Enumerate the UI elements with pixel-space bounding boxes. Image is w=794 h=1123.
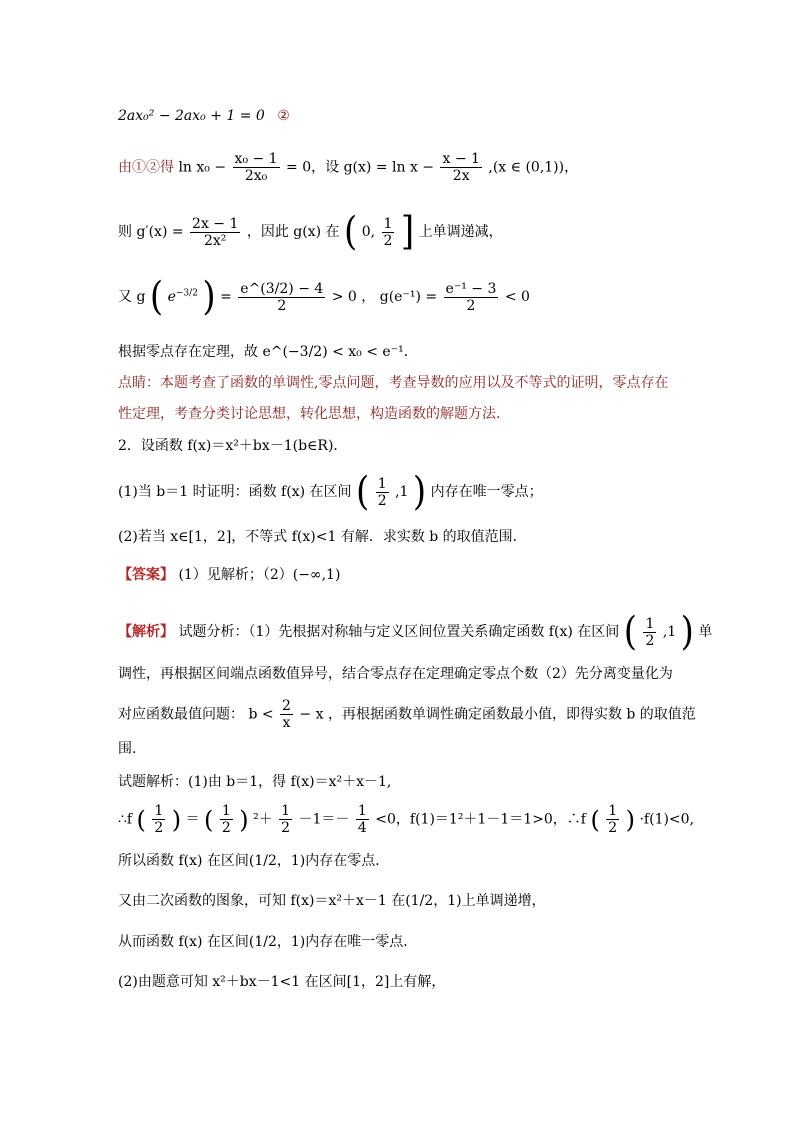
math-text: <0，f(1)＝1²＋1－1＝1>0，∴f <box>375 811 586 828</box>
line-prefix: 由①②得 <box>118 159 174 176</box>
math-text: ²＋ <box>253 811 273 828</box>
line-prefix: ∴f <box>118 811 133 828</box>
answer-tag: 【答案】 <box>118 567 174 583</box>
base-e: e <box>167 289 176 305</box>
denominator: 2 <box>466 297 476 314</box>
line-prefix: 又 g <box>118 289 146 305</box>
left-paren: ( <box>355 469 370 515</box>
problem-2-statement: 2．设函数 f(x)＝x²＋bx－1(b∈R)． <box>118 438 348 454</box>
line-prefix: (1)当 b＝1 时证明：函数 f(x) 在区间 <box>118 484 352 500</box>
answer-line <box>118 565 340 585</box>
right-bracket: ] <box>400 209 415 255</box>
numerator: 2 <box>282 698 291 714</box>
numerator: x − 1 <box>442 151 480 167</box>
fraction <box>238 281 325 314</box>
fraction <box>280 698 293 731</box>
fraction-half: $\frac{1}{2}$ <box>608 803 618 836</box>
derivation-line-g-definition <box>118 151 578 184</box>
key-point-line-2: 性定理，考查分类讨论思想，转化思想，构造函数的解题方法. <box>118 406 501 422</box>
analysis-line-3 <box>118 698 696 731</box>
denominator: 2x₀ <box>244 168 268 184</box>
line-suffix: < 0 <box>504 289 530 305</box>
denominator: 2 <box>383 232 393 249</box>
denominator: x <box>282 715 291 731</box>
analysis-tag: 【解析】 <box>118 624 174 640</box>
right-paren: ) <box>202 274 216 320</box>
fraction-quarter: $\frac{1}{4}$ <box>357 803 367 836</box>
analysis-line-1 <box>118 609 713 655</box>
math-text: ,(x ∈ (0,1))， <box>488 159 579 176</box>
right-paren: ) <box>412 469 427 515</box>
numerator: 2x − 1 <box>192 215 239 232</box>
numerator: x₀ − 1 <box>234 151 278 167</box>
line-prefix: 对应函数最值问题： b < <box>118 706 274 723</box>
left-paren: ( <box>149 274 164 320</box>
math-text: ln x₀ − <box>178 159 227 176</box>
interval-start: 0, <box>361 224 376 240</box>
fraction-half: $\frac{1}{2}$ <box>221 803 231 836</box>
problem-2-part-1 <box>118 469 543 515</box>
interval-end: ,1 <box>662 624 677 640</box>
fraction-half: $\frac{1}{2}$ <box>154 803 164 836</box>
evaluation-line: 又 g ( $e^{-3/2}$ ) = $\frac{e\^{}(3/2) - 4}{2}$ > 0 ， g(e⁻¹) = $\frac{\text{e⁻¹ − 3}}{2}$ < 0 <box>118 274 530 320</box>
numerator: 1 <box>383 215 393 232</box>
fraction-half: $\frac{1}{2}$ <box>281 803 291 836</box>
denominator: 2 <box>377 492 387 509</box>
equation-text: 2ax₀² − 2ax₀ + 1 = 0 <box>118 108 265 124</box>
line-suffix: 内存在唯一零点； <box>430 484 543 500</box>
denominator: 2 <box>645 632 655 649</box>
solution-line-6: (2)由题意可知 x²＋bx－1<1 在区间[1，2]上有解， <box>118 974 446 990</box>
math-text: ，因此 g(x) 在 <box>246 224 340 240</box>
left-paren: ( <box>623 609 637 655</box>
numerator: e⁻¹ − 3 <box>445 280 497 297</box>
right-paren: ) <box>680 609 694 655</box>
solution-line-1: 试题解析：(1)由 b＝1，得 f(x)＝x²＋x－1, <box>118 774 392 790</box>
answer-body: (1）见解析；（2）(−∞,1) <box>178 567 341 583</box>
numerator: 1 <box>645 615 655 632</box>
fraction <box>233 151 280 184</box>
denominator: 2x <box>452 168 470 184</box>
fraction <box>376 476 389 509</box>
problem-2-part-2: (2)若当 x∈[1，2]，不等式 f(x)<1 有解．求实数 b 的取值范围． <box>118 529 527 545</box>
numerator: 1 <box>377 475 387 492</box>
analysis-line-2: 调性，再根据区间端点函数值异号，结合零点存在定理确定零点个数（2）先分离变量化为 <box>118 666 673 682</box>
interval-end: ,1 <box>395 484 409 500</box>
math-text: ＝ <box>185 811 200 828</box>
fraction <box>440 151 481 184</box>
math-text: ·f(1)<0, <box>639 811 695 828</box>
equation-2 <box>118 106 290 126</box>
math-text: > 0 ， g(e⁻¹) = <box>331 289 438 305</box>
math-text: = 0，设 g(x) = ln x − <box>286 159 435 176</box>
fraction <box>382 216 395 249</box>
solution-line-2: ∴f ( $\frac{1}{2}$ ) ＝ ( $\frac{1}{2}$ ) ²＋ $\frac{1}{2}$ －1＝－ $\frac{1}{4}$ <0，f(1)＝1²＋1－1＝1>0，∴f ( $\frac{1}{2}$ ) ·f(1)<0, <box>118 803 695 836</box>
solution-line-4: 又由二次函数的图象，可知 f(x)＝x²＋x－1 在(1/2，1)上单调递增， <box>118 893 546 909</box>
analysis-line-4: 围. <box>118 741 137 757</box>
denominator: 2x² <box>204 232 227 249</box>
left-paren: ( <box>343 209 358 255</box>
derivative-line <box>118 209 503 255</box>
line-prefix: 则 g′(x) = <box>118 224 184 240</box>
line-suffix: 上单调递减， <box>418 224 503 240</box>
fraction <box>643 616 656 649</box>
fraction <box>444 281 499 314</box>
analysis-body: 试题分析：（1）先根据对称轴与定义区间位置关系确定函数 f(x) 在区间 <box>178 624 620 640</box>
denominator: 2 <box>277 297 287 314</box>
solution-line-3: 所以函数 f(x) 在区间(1/2，1)内存在零点． <box>118 853 390 869</box>
math-text: －1＝－ <box>298 811 350 828</box>
conclusion-line: 根据零点存在定理，故 e^(−3/2) < x₀ < e⁻¹． <box>118 344 418 360</box>
fraction <box>190 216 240 249</box>
line-suffix: 单 <box>698 624 713 640</box>
key-point-line-1: 点睛：本题考查了函数的单调性,零点问题，考查导数的应用以及不等式的证明，零点存在 <box>118 375 669 391</box>
numerator: e^(3/2) − 4 <box>240 280 324 297</box>
exponent: −3/2 <box>175 288 198 299</box>
line-suffix: − x ，再根据函数单调性确定函数最小值，即得实数 b 的取值范 <box>299 706 696 723</box>
solution-line-5: 从而函数 f(x) 在区间(1/2，1)内存在唯一零点． <box>118 934 418 950</box>
circled-two-mark: ② <box>277 108 290 124</box>
